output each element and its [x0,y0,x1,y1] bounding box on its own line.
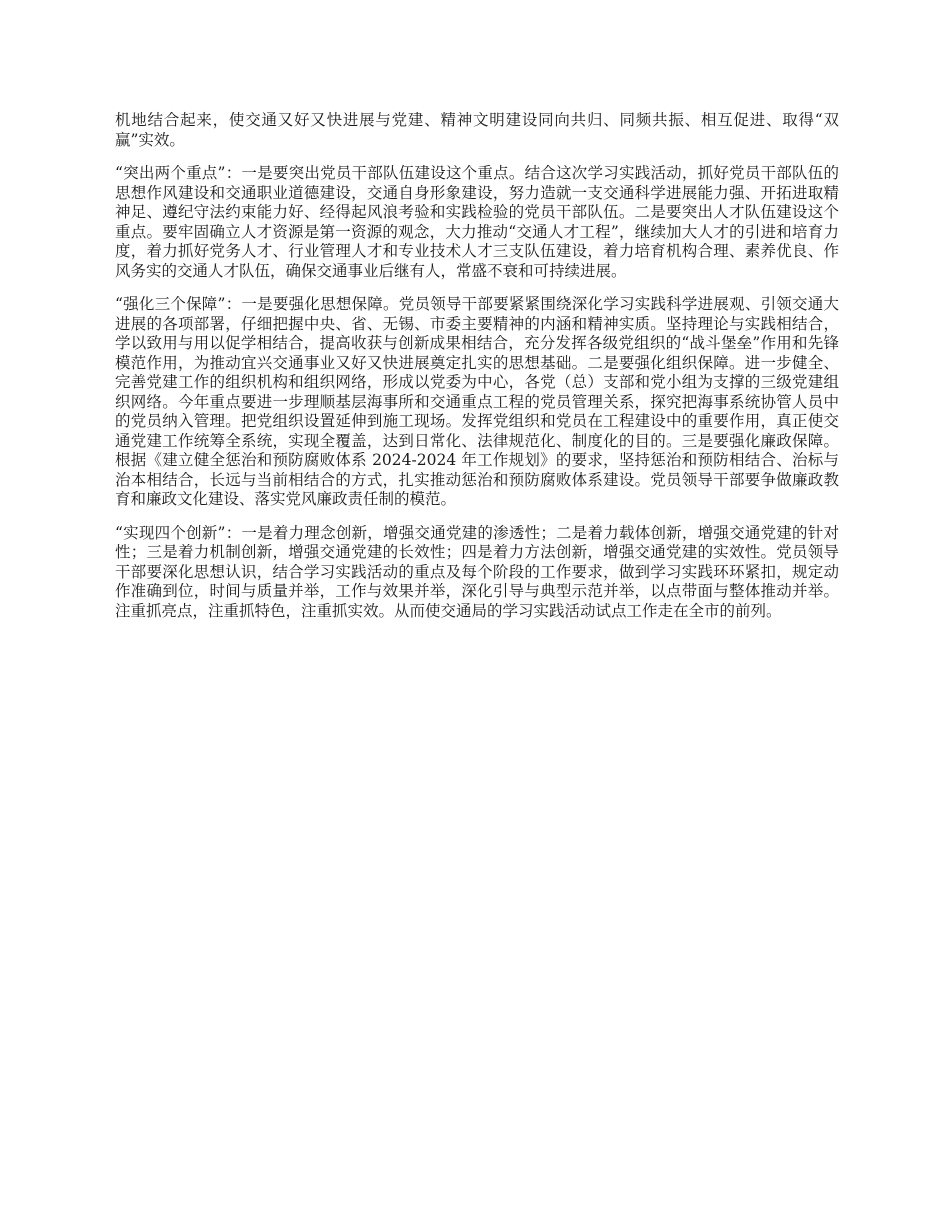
document-body [115,111,839,635]
paragraph-four-innovations: “实现四个创新”：一是着力理念创新，增强交通党建的渗透性；二是着力载体创新，增强交通党建的针对性；三是着力机制创新，增强交通党建的长效性；四是着力方法创新，增强交通党建的实效性。党员领导干部要深化思想认识，结合学习实践活动的重点及每个阶段的工作要求，做到学习实践环环紧扣，规定动作准确到位，时间与质量并举，工作与效果并举，深化引导与典型示范并举，以点带面与整体推动并举。注重抓亮点，注重抓特色，注重抓实效。从而使交通局的学习实践活动试点工作走在全市的前列。 [115,523,839,620]
paragraph-three-guarantees: “强化三个保障”：一是要强化思想保障。党员领导干部要紧紧围绕深化学习实践科学进展观、引领交通大进展的各项部署，仔细把握中央、省、无锡、市委主要精神的内涵和精神实质。坚持理论与实践相结合，学以致用与用以促学相结合，提高收获与创新成果相结合，充分发挥各级党组织的“战斗堡垒”作用和先锋模范作用，为推动宜兴交通事业又好又快进展奠定扎实的思想基础。二是要强化组织保障。进一步健全、完善党建工作的组织机构和组织网络，形成以党委为中心，各党（总）支部和党小组为支撑的三级党建组织网络。今年重点要进一步理顺基层海事所和交通重点工程的党员管理关系，探究把海事系统协管人员中的党员纳入管理。把党组织设置延伸到施工现场。发挥党组织和党员在工程建设中的重要作用，真正使交通党建工作统筹全系统，实现全覆盖，达到日常化、法律规范化、制度化的目的。三是要强化廉政保障。根据《建立健全惩治和预防腐败体系 2024-2024 年工作规划》的要求，坚持惩治和预防相结合、治标与治本相结合，长远与当前相结合的方式，扎实推动惩治和预防腐败体系建设。党员领导干部要争做廉政教育和廉政文化建设、落实党风廉政责任制的模范。 [115,295,839,508]
paragraph-two-key-points: “突出两个重点”：一是要突出党员干部队伍建设这个重点。结合这次学习实践活动，抓好党员干部队伍的思想作风建设和交通职业道德建设，交通自身形象建设，努力造就一支交通科学进展能力强、开拓进取精神足、遵纪守法约束能力好、经得起风浪考验和实践检验的党员干部队伍。二是要突出人才队伍建设这个重点。要牢固确立人才资源是第一资源的观念，大力推动“交通人才工程”，继续加大人才的引进和培育力度，着力抓好党务人才、行业管理人才和专业技术人才三支队伍建设，着力培育机构合理、素养优良、作风务实的交通人才队伍，确保交通事业后继有人，常盛不衰和可持续进展。 [115,164,839,280]
paragraph-intro-continuation: 机地结合起来，使交通又好又快进展与党建、精神文明建设同向共归、同频共振、相互促进、取得“双赢”实效。 [115,111,839,149]
